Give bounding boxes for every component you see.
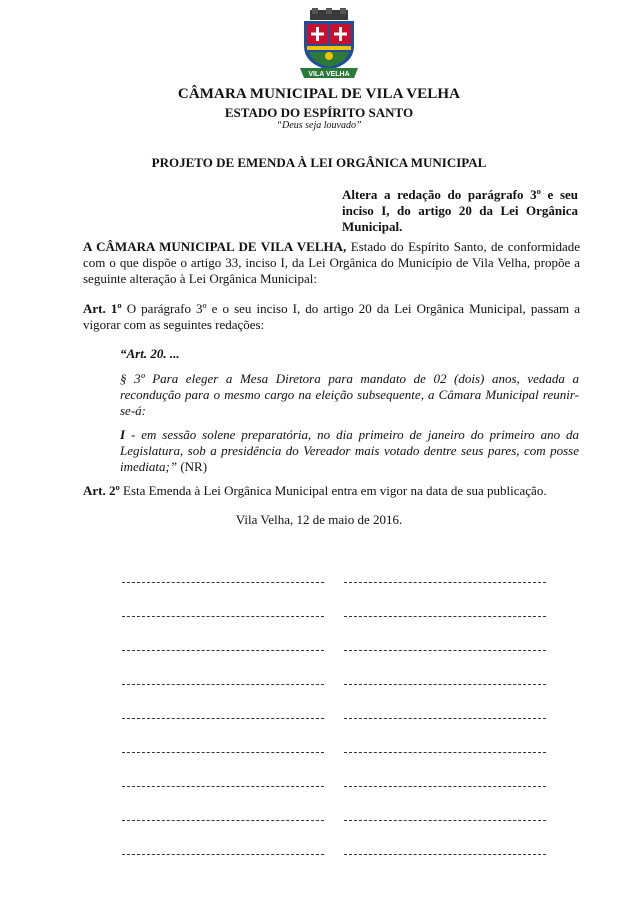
signature-line (122, 582, 324, 583)
preamble-paragraph (83, 239, 580, 287)
signature-line (344, 820, 546, 821)
signature-line (344, 752, 546, 753)
article-1 (83, 301, 580, 333)
quoted-paragraph-3 (120, 371, 579, 419)
document-title: PROJETO DE EMENDA À LEI ORGÂNICA MUNICIPAL (151, 155, 487, 170)
date-line: Vila Velha, 12 de maio de 2016. (235, 512, 403, 527)
signature-line (344, 616, 546, 617)
signature-line (122, 684, 324, 685)
signature-line (344, 718, 546, 719)
nr-marker: (NR) (177, 459, 208, 474)
quoted-inciso-1 (120, 427, 579, 475)
signature-line (344, 684, 546, 685)
article-2-text: Esta Emenda à Lei Orgânica Municipal entra em vigor na data de sua publicação. (119, 483, 547, 498)
ementa: Altera a redação do parágrafo 3º e seu inciso I, do artigo 20 da Lei Orgânica Municipal. (342, 187, 578, 234)
motto: “Deus seja louvado” (276, 120, 362, 131)
article-2 (83, 483, 580, 499)
signature-line (122, 616, 324, 617)
signature-line (122, 650, 324, 651)
quoted-inciso-text: - em sessão solene preparatória, no dia primeiro de janeiro do primeiro ano da Legislatura, sob a presidência do Vereador mais votado dentre seus pares, com posse imediata;” (120, 427, 579, 474)
signature-line (344, 854, 546, 855)
quoted-article-heading: “Art. 20. ... (120, 346, 180, 361)
coat-of-arms-logo (296, 8, 362, 78)
signature-line (344, 786, 546, 787)
quoted-inciso-label: I (120, 427, 126, 442)
article-1-label: Art. 1º (83, 301, 122, 316)
signature-line (344, 582, 546, 583)
article-2-label: Art. 2º (83, 483, 120, 498)
signature-line (122, 854, 324, 855)
institution-title: CÂMARA MUNICIPAL DE VILA VELHA (177, 86, 461, 102)
quoted-paragraph-text: Para eleger a Mesa Diretora para mandato de 02 (dois) anos, vedada a recondução para o mesmo cargo na eleição subsequente, a Câmara Municipal reunir-se-á: (120, 371, 579, 418)
preamble-lead: A CÂMARA MUNICIPAL DE VILA VELHA, (83, 239, 347, 254)
state-subtitle: ESTADO DO ESPÍRITO SANTO (224, 105, 414, 120)
signature-line (344, 650, 546, 651)
logo-ribbon-text: VILA VELHA (308, 71, 350, 78)
signature-line (122, 718, 324, 719)
article-1-text: O parágrafo 3º e o seu inciso I, do artigo 20 da Lei Orgânica Municipal, passam a vigorar com as seguintes redações: (83, 301, 581, 332)
quoted-paragraph-label: § 3º (120, 371, 145, 386)
preamble-text: Estado do Espírito Santo, de conformidade com o que dispõe o artigo 33, inciso I, da Lei Orgânica do Município de Vila Velha, propõe a seguinte alteração à Lei Orgânica Municipal: (83, 239, 580, 286)
signature-line (122, 752, 324, 753)
signature-line (122, 786, 324, 787)
signature-line (122, 820, 324, 821)
